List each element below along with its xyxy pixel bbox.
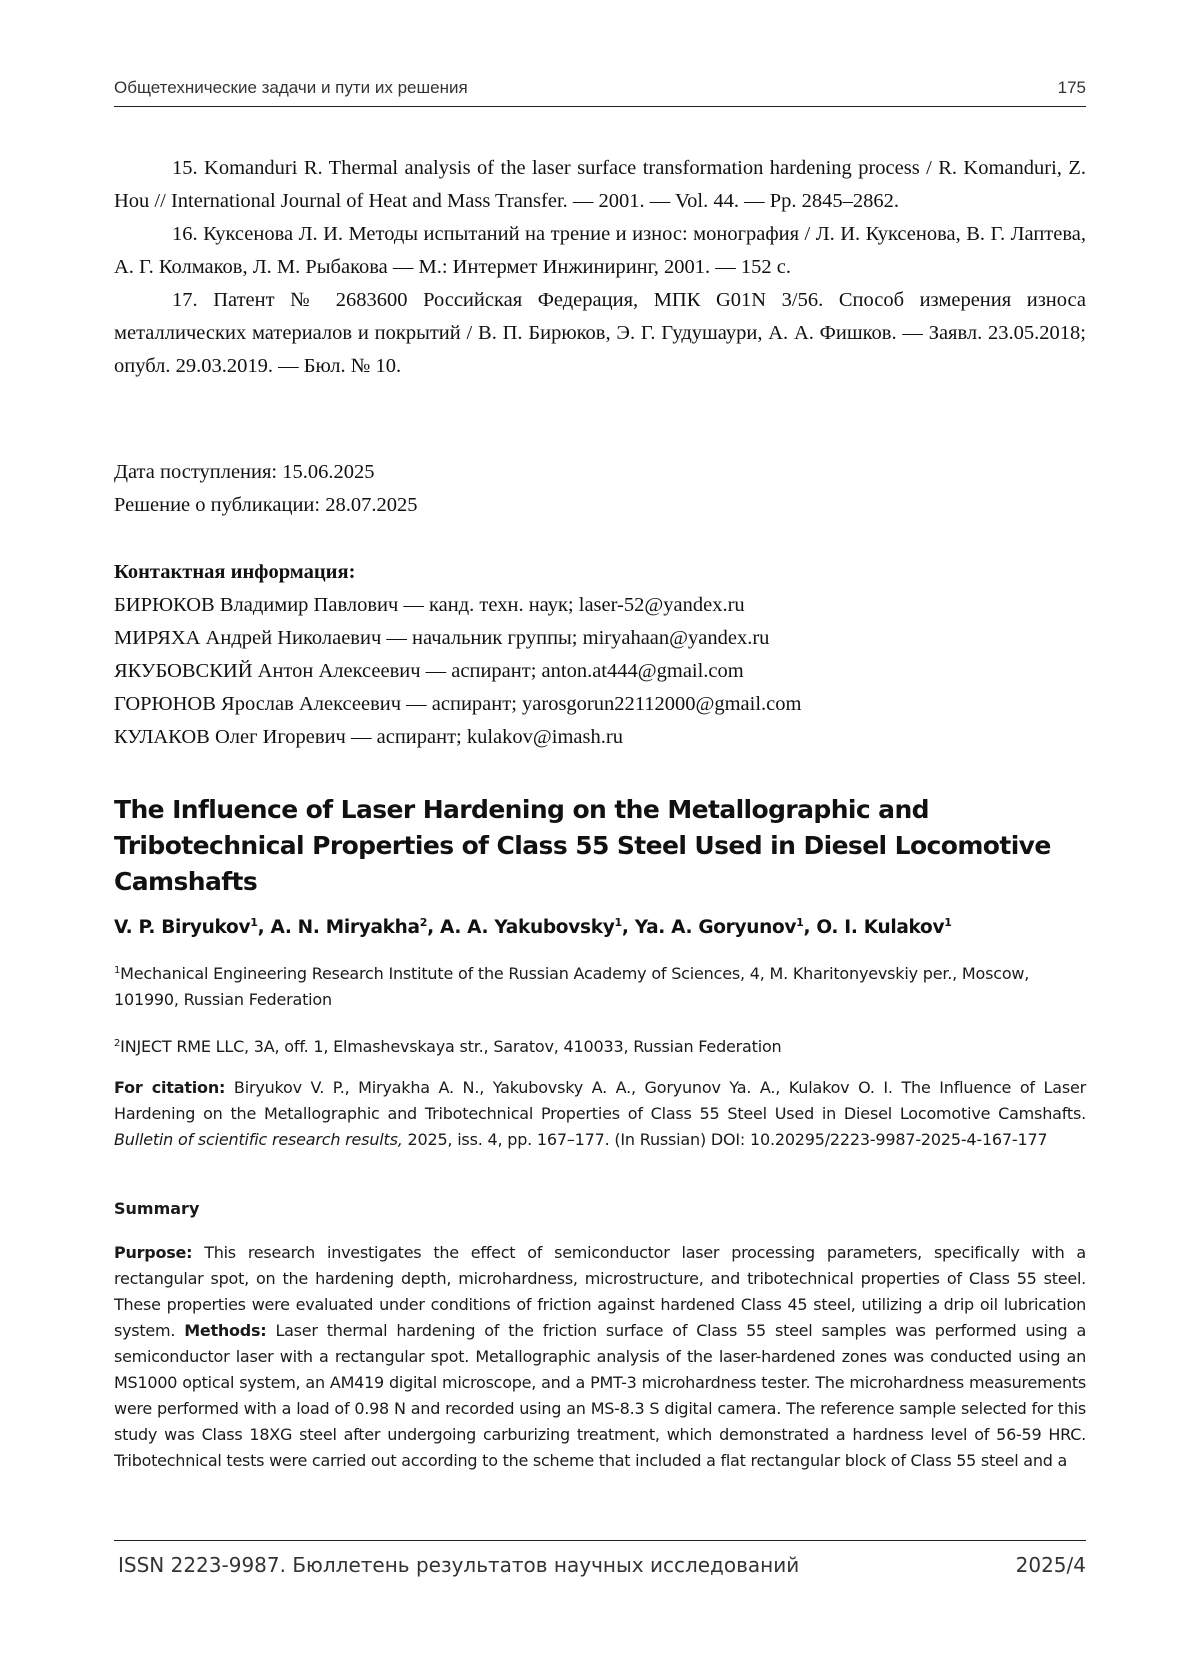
methods-text: Laser thermal hardening of the friction surface of Class 55 steel samples was performed using a semiconductor laser with a rectangular spot. Metallographic analysis of the laser-hardened zones was conducted using an MS1000 optical system, an AM419 digital microscope, and a PMT-3 microhardness tester. The microhardness measurements were performed with a load of 0.98 N and recorded using an MS-8.3 S digital camera. The reference sample selected for this study was Class 18XG steel after undergoing carburizing treatment, which demonstrated a hardness level of 56-59 HRC. Tribotechnical tests were carried out according to the scheme that included a flat rectangular block of Class 55 steel and a [114,1321,1086,1470]
contact-person: ЯКУБОВСКИЙ Антон Алексеевич — аспирант; anton.at444@gmail.com [114,660,744,682]
received-date: Дата поступления: 15.06.2025 [114,461,375,483]
footer-journal: ISSN 2223-9987. Бюллетень результатов научных исследований [118,1553,800,1577]
author-list: V. P. Biryukov$^1$, A. N. Miryakha$^2$, A. A. Yakubovsky$^1$, Ya. A. Goryunov$^1$, O. I. Kulakov$^1$ [114,916,952,938]
author-name: A. N. Miryakha [270,917,420,938]
author-affiliation-mark: 1 [614,916,622,929]
affiliation-text: INJECT RME LLC, 3A, off. 1, Elmashevskaya str., Saratov, 410033, Russian Federation [120,1037,782,1056]
affiliation-number: 2 [114,1038,121,1049]
purpose-text: This research investigates the effect of semiconductor laser processing parameters, specifically with a rectangular spot, on the hardening depth, microhardness, microstructure, and tribotechnical properties of Class 55 steel. These properties were evaluated under conditions of friction against hardened Class 45 steel, utilizing a drip oil lubrication system. [114,1243,1086,1340]
citation-journal: Bulletin of scientific research results, [114,1130,403,1149]
affiliation [114,1031,1086,1060]
author-name: O. I. Kulakov [816,917,945,938]
author-name: Ya. A. Goryunov [634,917,797,938]
author-affiliation-mark: 2 [419,916,428,929]
contact-person: ГОРЮНОВ Ярослав Алексеевич — аспирант; yarosgorun22112000@gmail.com [114,693,802,715]
author-affiliation-mark: 1 [796,916,804,929]
citation-label: For citation: [114,1078,226,1097]
contact-person: БИРЮКОВ Владимир Павлович — канд. техн. наук; laser-52@yandex.ru [114,594,745,616]
citation-details: 2025, iss. 4, pp. 167–177. (In Russian) DOI: 10.20295/2223-9987-2025-4-167-177 [407,1130,1048,1149]
article-title: The Influence of Laser Hardening on the Metallographic and Tribotechnical Properties of Class 55 Steel Used in Diesel Locomotive Camshafts [114,795,1051,896]
contact-person: МИРЯХА Андрей Николаевич — начальник группы; miryahaan@yandex.ru [114,627,770,649]
contact-info [114,556,1086,754]
author-name: V. P. Biryukov [114,917,251,938]
running-header [114,76,1086,107]
reference-item: 17. Патент № 2683600 Российская Федерация, МПК G01N 3/56. Способ измерения износа металлических материалов и покрытий / В. П. Бирюков, Э. Г. Гудушаури, А. А. Фишков. — Заявл. 23.05.2018; опубл. 29.03.2019. — Бюл. № 10. [114,289,1086,377]
citation-block [114,1075,1086,1153]
methods-label: Methods: [184,1321,267,1340]
header-page-number: 175 [1057,78,1086,97]
author-name: A. A. Yakubovsky [439,917,615,938]
summary-text [114,1240,1086,1474]
header-section-title: Общетехнические задачи и пути их решения [114,78,468,97]
citation-text: Biryukov V. P., Miryakha A. N., Yakubovsky A. A., Goryunov Ya. A., Kulakov O. I. The Influence of Laser Hardening on the Metallographic and Tribotechnical Properties of Class 55 Steel Used in Diesel Locomotive Camshafts. [114,1078,1087,1123]
reference-item: 16. Куксенова Л. И. Методы испытаний на трение и износ: монография / Л. И. Куксенова, В. Г. Лаптева, А. Г. Колмаков, Л. М. Рыбакова — М.: Интермет Инжиниринг, 2001. — 152 с. [114,223,1086,278]
footer-issue: 2025/4 [1015,1553,1086,1577]
author-affiliation-mark: 1 [944,916,952,929]
author-affiliation-mark: 1 [250,916,258,929]
affiliation [114,958,1086,1013]
summary-heading: Summary [114,1199,200,1218]
submission-dates [114,456,1086,522]
affiliation-text: Mechanical Engineering Research Institute of the Russian Academy of Sciences, 4, M. Kharitonyevskiy per., Moscow, 101990, Russian Federation [114,964,1030,1009]
affiliation-number: 1 [114,965,121,976]
reference-item: 15. Komanduri R. Thermal analysis of the laser surface transformation hardening process / R. Komanduri, Z. Hou // International Journal of Heat and Mass Transfer. — 2001. — Vol. 44. — Pp. 2845–2862. [114,157,1086,212]
contact-heading: Контактная информация: [114,561,356,583]
reference-list [114,152,1086,383]
purpose-label: Purpose: [114,1243,193,1262]
running-footer [114,1540,1086,1585]
accepted-date: Решение о публикации: 28.07.2025 [114,494,418,516]
contact-person: КУЛАКОВ Олег Игоревич — аспирант; kulakov@imash.ru [114,726,623,748]
